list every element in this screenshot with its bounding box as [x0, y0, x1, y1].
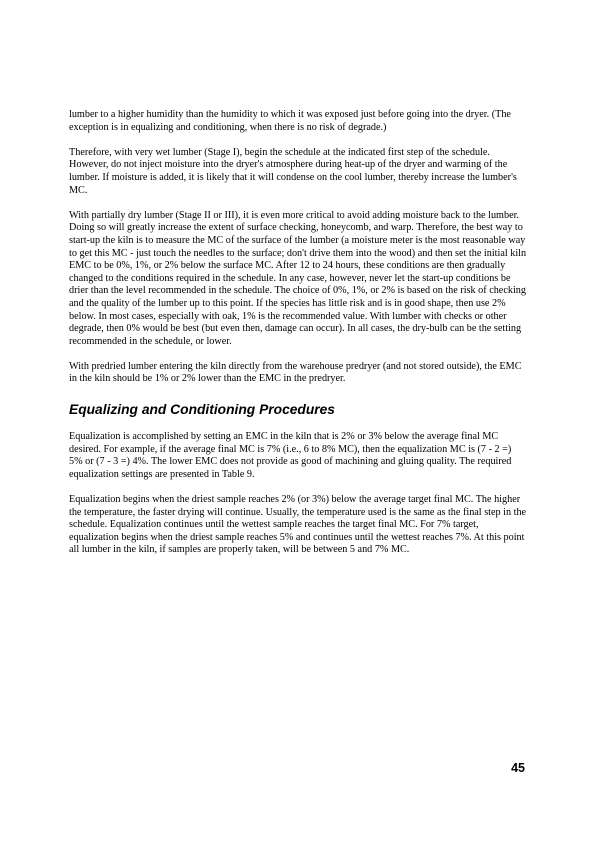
paragraph-very-wet-lumber: Therefore, with very wet lumber (Stage I), begin the schedule at the indicated first step of the schedule. However, do not inject moisture into the dryer's atmosphere during heat-up of the dryer and warming of the lumber. If moisture is added, it is likely that it will condense on the cool lumber, thereby increase the lumber's MC. [69, 146, 517, 196]
paragraph-partially-dry-lumber: With partially dry lumber (Stage II or III), it is even more critical to avoid adding moisture back to the lumber. Doing so will greatly increase the extent of surface checking, honeycomb, and warp. Therefore, the best way to start-up the kiln is to measure the MC of the surface of the lumber (a moisture meter is the most reasonable way to get this MC - just touch the needles to the surface; don't drive them into the wood) and then set the initial kiln EMC to be 0%, 1%, or 2% below the surface MC. After 12 to 24 hours, these conditions are then gradually changed to the conditions required in the schedule. In any case, however, never let the start-up conditions be drier than the level recommended in the schedule. The choice of 0%, 1%, or 2% is based on the risk of checking and the quality of the lumber up to this point. If the species has little risk and is in good shape, then use 2% below. In most cases, especially with oak, 1% is the recommended value. With lumber with checks or other degrade, then 0% would be best (but even then, damage can occur). In all cases, the dry-bulb can be the setting recommended in the schedule, or lower. [69, 209, 527, 347]
page-number: 45 [511, 761, 525, 775]
page-content [69, 109, 527, 570]
section-heading: Equalizing and Conditioning Procedures [69, 401, 335, 417]
paragraph-equalization-definition: Equalization is accomplished by setting an EMC in the kiln that is 2% or 3% below the average final MC desired. For example, if the average final MC is 7% (i.e., 6 to 8% MC), then the equalization MC is (7 - 2 =) 5% or (7 - 3 =) 4%. The lower EMC does not provide as good of machining and gluing quality. The required equalization settings are presented in Table 9. [69, 431, 512, 480]
paragraph-predried-lumber: With predried lumber entering the kiln directly from the warehouse predryer (and not stored outside), the EMC in the kiln should be 1% or 2% lower than the EMC in the predryer. [69, 360, 522, 385]
paragraph-exception-note: lumber to a higher humidity than the humidity to which it was exposed just before going into the dryer. (The exception is in equalizing and conditioning, when there is no risk of degrade.) [69, 109, 511, 133]
paragraph-equalization-procedure: Equalization begins when the driest sample reaches 2% (or 3%) below the average target final MC. The higher the temperature, the faster drying will continue. Usually, the temperature used is the same as the final step in the schedule. Equalization continues until the wettest sample reaches the target final MC. For 7% target, equalization begins when the driest sample reaches 5% and continues until the wettest reaches 7%. At this point all lumber in the kiln, if samples are properly taken, will be between 5 and 7% MC. [69, 494, 527, 556]
